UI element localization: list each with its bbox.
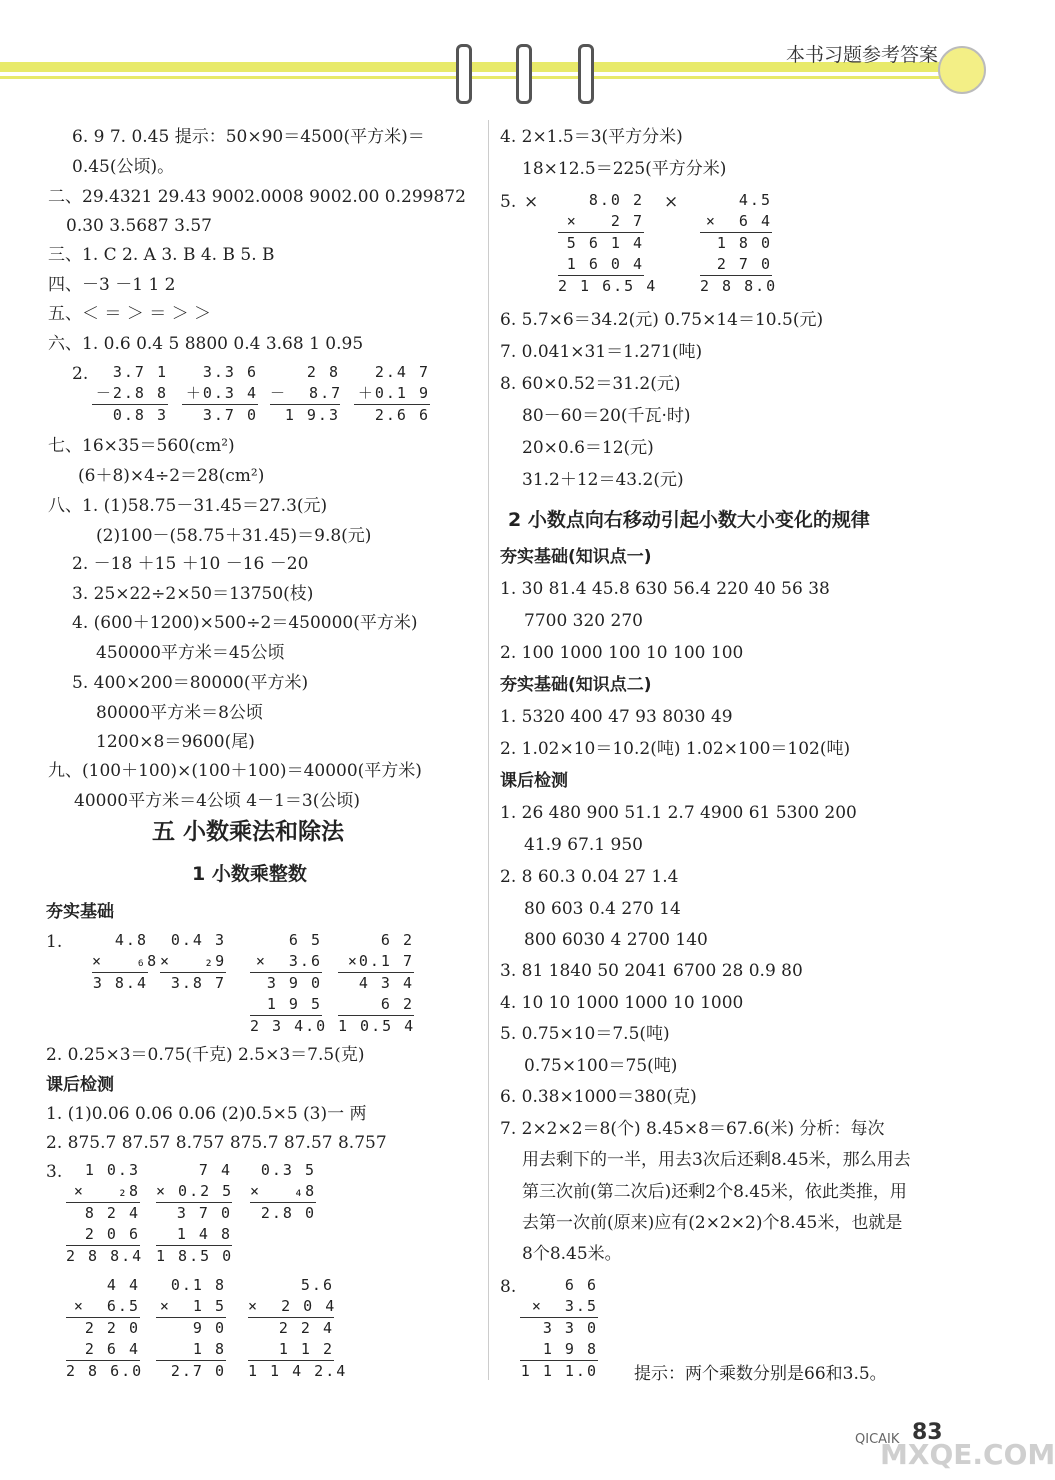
answer-line: 31.2＋12＝43.2(元): [522, 470, 684, 490]
answer-line: 8. 60×0.52＝31.2(元): [500, 374, 681, 394]
answer-line: 450000平方米＝45公顷: [96, 643, 285, 663]
answer-line: 2. －18 ＋15 ＋10 －16 －20: [72, 554, 309, 574]
answer-line: 7. 2×2×2＝8(个) 8.45×8＝67.6(米) 分析：每次: [500, 1119, 885, 1139]
calc-block: 8.0 2 × 2 7 5 6 1 4 1 6 0 4 2 1 6.5 4: [558, 191, 658, 295]
answer-line: 0.45(公顷)。: [72, 157, 175, 177]
answer-line: 5. 400×200＝80000(平方米): [72, 673, 309, 693]
answer-line: 2. 8 60.3 0.04 27 1.4: [500, 867, 679, 887]
hint-text: 提示：两个乘数分别是66和3.5。: [634, 1364, 887, 1384]
binder-ring-icon: [456, 44, 472, 104]
answer-line: 6. 5.7×6＝34.2(元) 0.75×14＝10.5(元): [500, 310, 824, 330]
answer-line: 2. 100 1000 100 10 100 100: [500, 643, 744, 663]
answer-line: 4. (600＋1200)×500÷2＝450000(平方米): [72, 613, 418, 633]
answer-line: 80000平方米＝8公顷: [96, 703, 263, 723]
subsection-heading: 课后检测: [500, 771, 568, 791]
mascot-icon: [938, 46, 986, 94]
answer-line: 1. 5320 400 47 93 8030 49: [500, 707, 733, 727]
answer-line: 七、16×35＝560(cm²): [48, 436, 235, 456]
calc-block: 5.6 × 2 0 4 2 2 4 1 1 2 1 1 4 2.4: [248, 1276, 348, 1380]
answer-line: 7700 320 270: [524, 611, 643, 631]
answer-line: 八、1. (1)58.75－31.45＝27.3(元): [48, 496, 328, 516]
answer-line: 2. 875.7 87.57 8.757 875.7 87.57 8.757: [46, 1133, 387, 1153]
question-number: 8.: [500, 1277, 517, 1297]
answer-line: 3. 81 1840 50 2041 6700 28 0.9 80: [500, 961, 803, 981]
answer-line: (2)100－(58.75＋31.45)＝9.8(元): [96, 526, 372, 546]
answer-line: 二、29.4321 29.43 9002.0008 9002.00 0.299872: [48, 187, 466, 207]
subsection-heading: 夯实基础: [46, 902, 114, 922]
answer-line: 2. 0.25×3＝0.75(千克) 2.5×3＝7.5(克): [46, 1045, 365, 1065]
calc-block: 6 5 × 3.6 3 9 0 1 9 5 2 3 4.0: [250, 931, 328, 1035]
header-title: 本书习题参考答案: [785, 44, 938, 66]
answer-line: 7. 0.041×31＝1.271(吨): [500, 342, 703, 362]
calc-block: 6 2 ×0.1 7 4 3 4 6 2 1 0.5 4: [338, 931, 416, 1035]
answer-line: 三、1. C 2. A 3. B 4. B 5. B: [48, 245, 275, 265]
column-divider: [488, 120, 489, 1380]
section-title: 1 小数乘整数: [192, 863, 307, 885]
answer-line: 800 6030 4 2700 140: [524, 930, 708, 950]
answer-line: 1. 30 81.4 45.8 630 56.4 220 40 56 38: [500, 579, 830, 599]
question-number: 3.: [46, 1162, 63, 1182]
answer-line: 40000平方米＝4公顷 4－1＝3(公顷): [74, 791, 361, 811]
subsection-heading: 夯实基础(知识点二): [500, 675, 652, 695]
question-number: 5.: [500, 192, 517, 212]
calc-block: 0.4 3 × ₂9 3.8 7: [160, 931, 227, 992]
calc-block: 0.3 5 × ₄8 2.8 0: [250, 1161, 317, 1222]
calc-block: 4 4 × 6.5 2 2 0 2 6 4 2 8 6.0: [66, 1276, 144, 1380]
calc-block: 0.1 8 × 1 5 9 0 1 8 2.7 0: [156, 1275, 226, 1382]
wrong-mark: ×: [524, 192, 539, 212]
footer-brand: QICAIK: [855, 1432, 900, 1447]
answer-line: 第三次前(第二次后)还剩2个8.45米，依此类推，用: [522, 1182, 907, 1202]
calc-block: 2.4 7 ＋0.1 9 2.6 6: [354, 362, 430, 426]
calc-block: 6 6 × 3.5 3 3 0 1 9 8 1 1 1.0: [520, 1276, 598, 1380]
answer-line: 1. (1)0.06 0.06 0.06 (2)0.5×5 (3)一 两: [46, 1104, 367, 1124]
answer-line: (6＋8)×4÷2＝28(cm²): [78, 466, 265, 486]
binder-ring-icon: [578, 44, 594, 104]
answer-line: 80－60＝20(千瓦·时): [522, 406, 691, 426]
calc-block: 4.5 × 6 4 1 8 0 2 7 0 2 8 8.0: [700, 191, 778, 295]
answer-line: 20×0.6＝12(元): [522, 438, 654, 458]
answer-line: 1200×8＝9600(尾): [96, 732, 255, 752]
answer-line: 5. 0.75×10＝7.5(吨): [500, 1024, 670, 1044]
answer-line: 6. 9 7. 0.45 提示：50×90＝4500(平方米)＝: [72, 127, 425, 147]
answer-line: 3. 25×22÷2×50＝13750(枝): [72, 584, 314, 604]
answer-line: 2.: [72, 364, 89, 384]
answer-line: 4. 10 10 1000 1000 10 1000: [500, 993, 744, 1013]
answer-line: 8个8.45米。: [522, 1244, 622, 1264]
answer-line: 80 603 0.4 270 14: [524, 899, 681, 919]
answer-line: 九、(100＋100)×(100＋100)＝40000(平方米): [48, 761, 422, 781]
answer-line: 0.75×100＝75(吨): [524, 1056, 678, 1076]
calc-block: 1 0.3 × ₂8 8 2 4 2 0 6 2 8 8.4: [66, 1161, 144, 1265]
calc-block: 3.7 1 －2.8 8 0.8 3: [92, 362, 168, 426]
calc-block: 2 8 － 8.7 1 9.3: [270, 363, 343, 424]
calc-block: 7 4 × 0.2 5 3 7 0 1 4 8 1 8.5 0: [156, 1161, 234, 1265]
answer-line: 0.30 3.5687 3.57: [66, 216, 212, 236]
answer-line: 去第一次前(原来)应有(2×2×2)个8.45米，也就是: [522, 1213, 903, 1233]
calc-block: 4.8 × ₆8 3 8.4: [92, 931, 159, 992]
answer-line: 6. 0.38×1000＝380(克): [500, 1087, 697, 1107]
answer-line: 4. 2×1.5＝3(平方分米): [500, 127, 683, 147]
answer-line: 2. 1.02×10＝10.2(吨) 1.02×100＝102(吨): [500, 739, 851, 759]
binder-ring-icon: [516, 44, 532, 104]
answer-line: 用去剩下的一半，用去3次后还剩8.45米，那么用去: [522, 1150, 911, 1170]
calc-block: 3.3 6 ＋0.3 4 3.7 0: [182, 362, 258, 426]
wrong-mark: ×: [664, 192, 679, 212]
answer-line: 18×12.5＝225(平方分米): [522, 159, 727, 179]
answer-line: 41.9 67.1 950: [524, 835, 643, 855]
question-number: 1.: [46, 932, 63, 952]
answer-line: 四、－3 －1 1 2: [48, 275, 176, 295]
answer-line: 五、＜ ＝ ＞ ＝ ＞ ＞: [48, 304, 212, 324]
chapter-title: 五 小数乘法和除法: [152, 819, 345, 845]
section-title: 2 小数点向右移动引起小数大小变化的规律: [508, 509, 870, 531]
page-number: 83: [912, 1420, 943, 1445]
subsection-heading: 夯实基础(知识点一): [500, 547, 652, 567]
answer-line: 六、1. 0.6 0.4 5 8800 0.4 3.68 1 0.95: [48, 334, 364, 354]
answer-line: 1. 26 480 900 51.1 2.7 4900 61 5300 200: [500, 803, 857, 823]
watermark: MXQE.COM: [880, 1438, 1055, 1471]
subsection-heading: 课后检测: [46, 1075, 114, 1095]
